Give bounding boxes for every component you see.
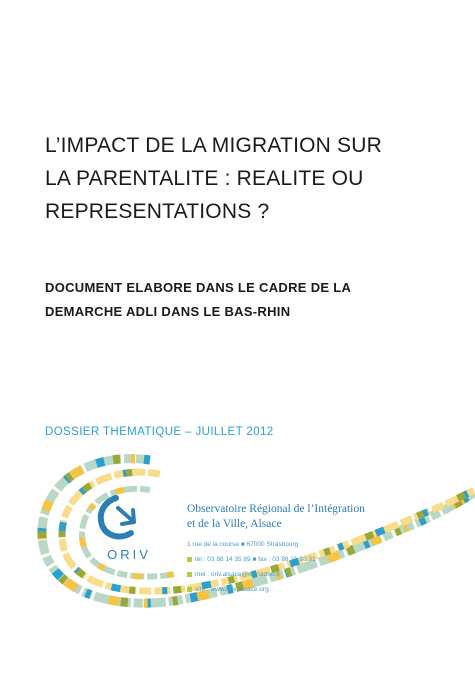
circular-arrow-logo-icon [101, 498, 134, 536]
site-line[interactable]: site : www.oriv-alsace.org [187, 582, 467, 597]
title-line: REPRESENTATIONS ? [45, 200, 270, 223]
title-line: LA PARENTALITE : REALITE OU [45, 167, 364, 190]
bullet-square-icon [187, 572, 192, 577]
contact-lines [187, 537, 467, 597]
address-line: 1 rue de la course ■ 67000 Strasbourg [187, 541, 299, 548]
email-line[interactable]: mel : oriv.alsace@wanadoo.fr [187, 567, 467, 582]
bullet-square-icon [187, 557, 192, 562]
organization-name-line: Observatoire Régional de l’Intégration [187, 503, 365, 515]
subtitle-line: DOCUMENT ELABORE DANS LE CADRE DE LA [45, 280, 352, 295]
document-subtitle [45, 276, 465, 324]
organization-block [187, 502, 467, 597]
organization-name [187, 502, 467, 532]
bullet-square-icon [187, 587, 192, 592]
title-line: L’IMPACT DE LA MIGRATION SUR [45, 134, 382, 157]
dossier-label: DOSSIER THEMATIQUE – JUILLET 2012 [45, 426, 274, 438]
phone-line: tél : 03 88 14 35 89 ■ fax : 03 88 21 98 31 [187, 552, 467, 567]
logo-text: ORIV [107, 547, 151, 562]
subtitle-line: DEMARCHE ADLI DANS LE BAS-RHIN [45, 304, 291, 319]
organization-name-line: et de la Ville, Alsace [187, 518, 282, 530]
document-title [45, 129, 455, 228]
